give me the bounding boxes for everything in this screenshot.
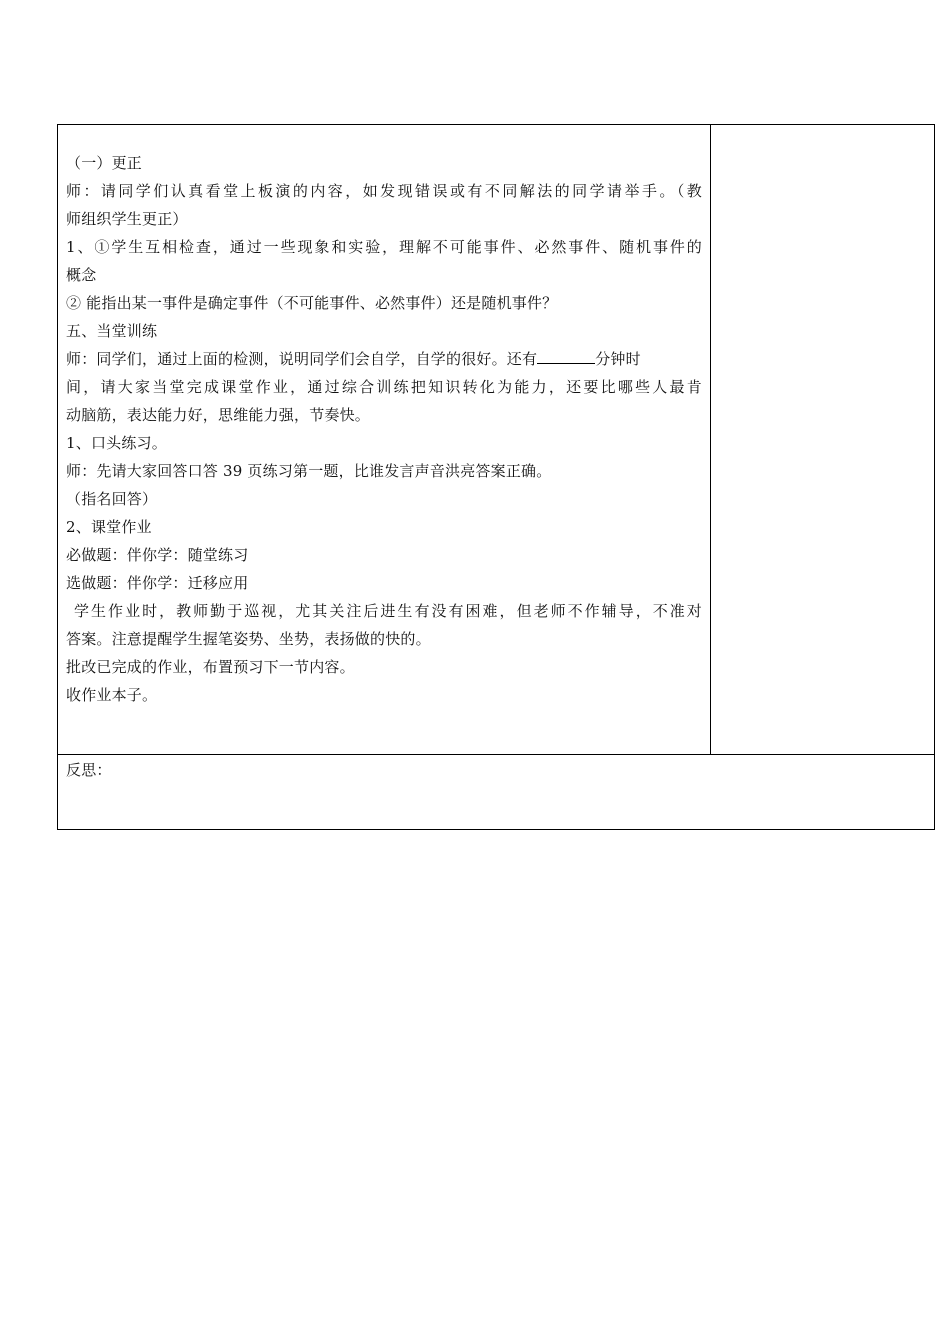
text-line: 动脑筋，表达能力好，思维能力强，节奏快。	[66, 406, 371, 424]
text-line: 1、①学生互相检查，通过一些现象和实验，理解不可能事件、必然事件、随机事件的	[66, 238, 702, 256]
text-line: 必做题：伴你学：随堂练习	[66, 546, 249, 564]
notes-column-cell	[711, 125, 934, 755]
text-line: 收作业本子。	[66, 686, 158, 704]
text-before-blank: 师：同学们，通过上面的检测，说明同学们会自学，自学的很好。还有	[66, 350, 538, 368]
reflection-cell	[58, 755, 934, 829]
text-line: 1、口头练习。	[66, 434, 167, 452]
text-line: 间，请大家当堂完成课堂作业，通过综合训练把知识转化为能力，还要比哪些人最肯	[66, 378, 702, 396]
text-line: 师：请同学们认真看堂上板演的内容，如发现错误或有不同解法的同学请举手。（教	[66, 182, 702, 200]
fill-in-blank	[537, 349, 595, 364]
text-line: 师组织学生更正）	[66, 210, 188, 228]
text-after-blank: 分钟时	[595, 350, 641, 368]
lesson-plan-table	[57, 124, 935, 830]
text-line: 选做题：伴你学：迁移应用	[66, 574, 249, 592]
reflection-label: 反思：	[66, 761, 112, 779]
text-line: 答案。注意提醒学生握笔姿势、坐势，表扬做的快的。	[66, 630, 431, 648]
text-line: ② 能指出某一事件是确定事件（不可能事件、必然事件）还是随机事件？	[66, 294, 558, 312]
section-heading-training: 五、当堂训练	[66, 322, 158, 340]
text-line: 2、课堂作业	[66, 518, 152, 536]
text-line: 批改已完成的作业，布置预习下一节内容。	[66, 658, 355, 676]
section-heading-correction: （一）更正	[66, 154, 143, 172]
text-line: 学生作业时，教师勤于巡视，尤其关注后进生有没有困难，但老师不作辅导，不准对	[74, 602, 702, 620]
text-line: 概念	[66, 266, 97, 284]
text-line: 师：先请大家回答口答 39 页练习第一题，比谁发言声音洪亮答案正确。	[66, 462, 552, 480]
text-line: （指名回答）	[66, 490, 158, 508]
text-line-with-blank	[66, 345, 702, 373]
lesson-content-cell	[58, 125, 711, 755]
